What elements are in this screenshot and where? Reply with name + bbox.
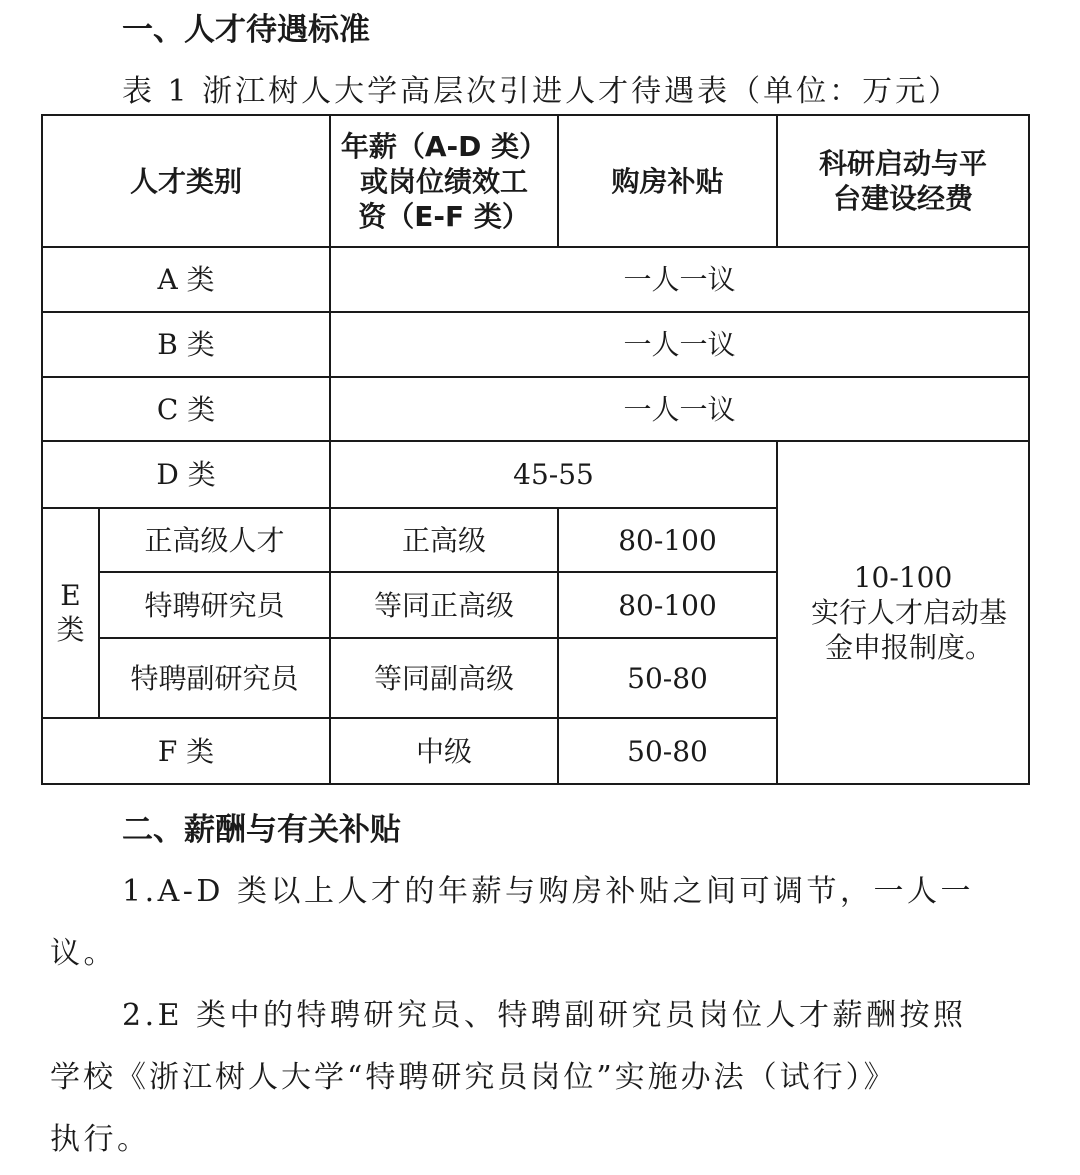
row-e2-housing: 80-100	[558, 572, 777, 638]
research-funding-range: 10-100	[853, 561, 953, 594]
research-funding-text: 金申报制度。	[825, 631, 994, 664]
header-salary-line: 或岗位绩效工	[360, 164, 529, 198]
row-b-value: 一人一议	[330, 312, 1029, 377]
row-c-category: C 类	[42, 377, 330, 441]
paragraph-1-line: 议。	[50, 936, 117, 971]
section-heading-1: 一、人才待遇标准	[122, 12, 370, 48]
row-a-category: A 类	[42, 247, 330, 312]
row-b-category: B 类	[42, 312, 330, 377]
row-e3-sub: 特聘副研究员	[99, 638, 330, 718]
research-funding-text: 实行人才启动基	[811, 596, 1008, 629]
table-caption: 表 1 浙江树人大学高层次引进人才待遇表（单位：万元）	[122, 74, 962, 109]
header-salary-line: 资（E-F 类）	[358, 199, 530, 233]
table-header-row	[42, 115, 1029, 247]
header-research-line: 科研启动与平	[819, 147, 988, 180]
row-e1-salary: 正高级	[330, 508, 558, 572]
table-row	[42, 247, 1029, 312]
row-e3-salary: 等同副高级	[330, 638, 558, 718]
row-d-category: D 类	[42, 441, 330, 508]
row-a-value: 一人一议	[330, 247, 1029, 312]
paragraph-1-line: 1.A-D 类以上人才的年薪与购房补贴之间可调节，一人一	[122, 874, 975, 909]
row-f-category: F 类	[42, 718, 330, 784]
row-e3-housing: 50-80	[558, 638, 777, 718]
table-row	[42, 377, 1029, 441]
row-c-value: 一人一议	[330, 377, 1029, 441]
header-research-line: 台建设经费	[833, 182, 974, 215]
row-e1-housing: 80-100	[558, 508, 777, 572]
header-salary	[330, 115, 558, 247]
header-research	[777, 115, 1029, 247]
table-row	[42, 441, 1029, 508]
header-housing: 购房补贴	[558, 115, 777, 247]
row-e1-sub: 正高级人才	[99, 508, 330, 572]
row-e2-salary: 等同正高级	[330, 572, 558, 638]
research-funding-note	[777, 441, 1029, 784]
talent-treatment-table	[41, 114, 1030, 785]
section-heading-2: 二、薪酬与有关补贴	[122, 812, 401, 848]
paragraph-2-line: 学校《浙江树人大学“特聘研究员岗位”实施办法（试行）》	[50, 1060, 897, 1095]
row-d-value: 45-55	[330, 441, 777, 508]
row-f-salary: 中级	[330, 718, 558, 784]
table-row	[42, 312, 1029, 377]
paragraph-2-line: 2.E 类中的特聘研究员、特聘副研究员岗位人才薪酬按照	[122, 998, 967, 1033]
header-category: 人才类别	[42, 115, 330, 247]
row-e2-sub: 特聘研究员	[99, 572, 330, 638]
row-e-label: E 类	[42, 508, 99, 718]
paragraph-2-line: 执行。	[50, 1122, 151, 1157]
row-f-housing: 50-80	[558, 718, 777, 784]
header-salary-line: 年薪（A-D 类）	[340, 129, 548, 163]
